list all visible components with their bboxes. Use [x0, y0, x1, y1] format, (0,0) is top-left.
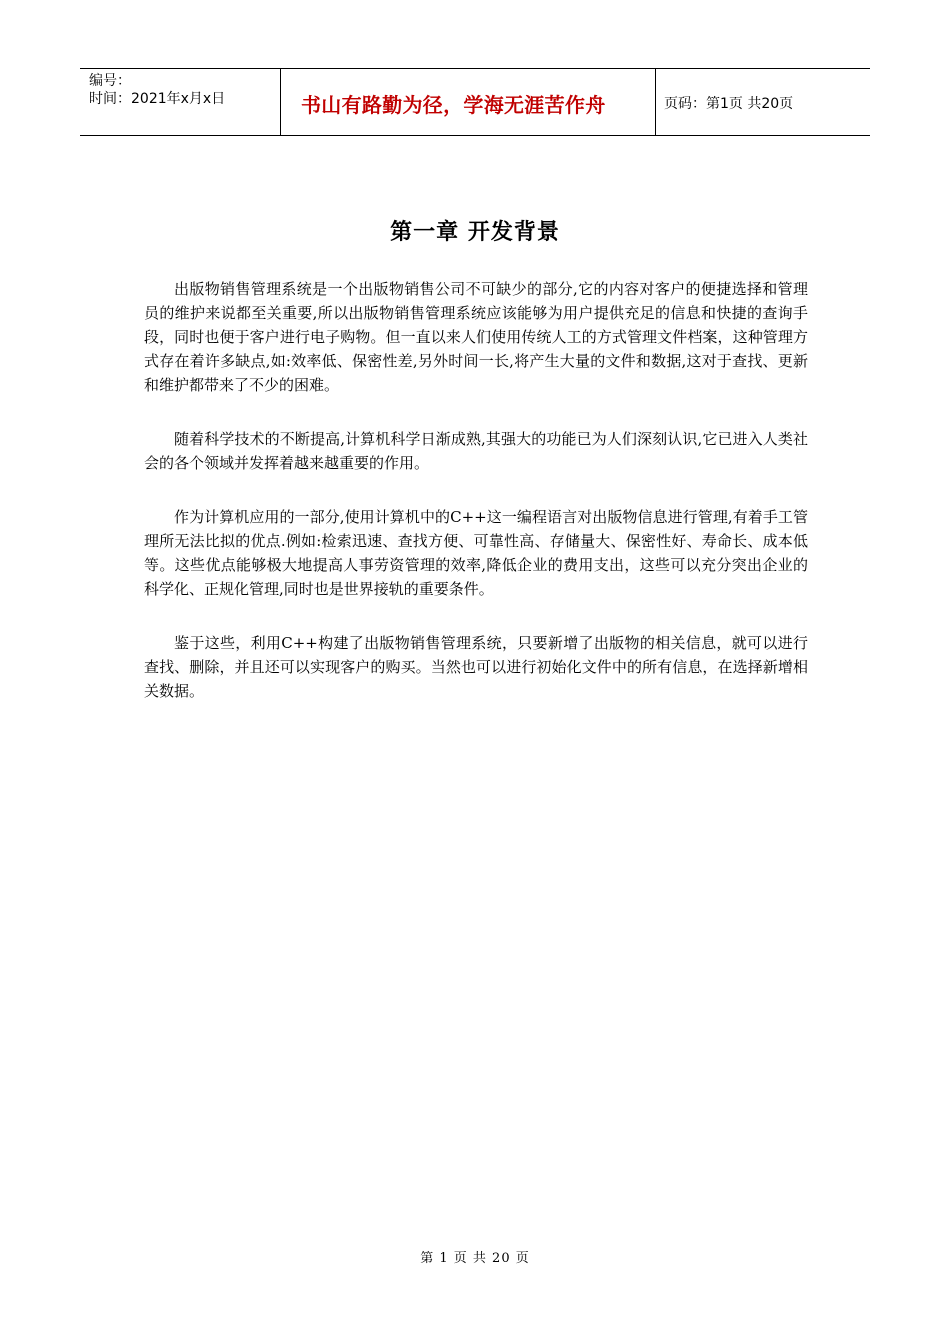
- header-meta: [80, 69, 281, 135]
- paragraph: 出版物销售管理系统是一个出版物销售公司不可缺少的部分,它的内容对客户的便捷选择和管理员的维护来说都至关重要,所以出版物销售管理系统应该能够为用户提供充足的信息和快捷的查询手段，同时也便于客户进行电子购物。但一直以来人们使用传统人工的方式管理文件档案，这种管理方式存在着许多缺点,如:效率低、保密性差,另外时间一长,将产生大量的文件和数据,这对于查找、更新和维护都带来了不少的困难。: [144, 280, 808, 394]
- paragraph: 作为计算机应用的一部分,使用计算机中的C++这一编程语言对出版物信息进行管理,有着手工管理所无法比拟的优点.例如:检索迅速、查找方便、可靠性高、存储量大、保密性好、寿命长、成本低等。这些优点能够极大地提高人事劳资管理的效率,降低企业的费用支出，这些可以充分突出企业的科学化、正规化管理,同时也是世界接轨的重要条件。: [144, 508, 808, 598]
- document-number-label: 编号：: [89, 73, 131, 89]
- chapter-body: [144, 277, 808, 733]
- header-page-cell: [656, 69, 870, 135]
- chapter-title: 第一章 开发背景: [390, 220, 560, 245]
- header-motto: 书山有路勤为径，学海无涯苦作舟: [301, 92, 606, 117]
- header-motto-cell: [281, 69, 656, 135]
- document-time-label: 时间：2021年x月x日: [89, 91, 226, 107]
- header-page-info: 页码：第1页 共20页: [664, 96, 794, 112]
- paragraph: 鉴于这些，利用C++构建了出版物销售管理系统，只要新增了出版物的相关信息，就可以进行查找、删除，并且还可以实现客户的购买。当然也可以进行初始化文件中的所有信息，在选择新增相关数据。: [144, 634, 808, 700]
- paragraph: 随着科学技术的不断提高,计算机科学日渐成熟,其强大的功能已为人们深刻认识,它已进入人类社会的各个领域并发挥着越来越重要的作用。: [144, 430, 808, 472]
- page-header: [80, 68, 870, 136]
- page-footer: 第 1 页 共 20 页: [420, 1251, 530, 1266]
